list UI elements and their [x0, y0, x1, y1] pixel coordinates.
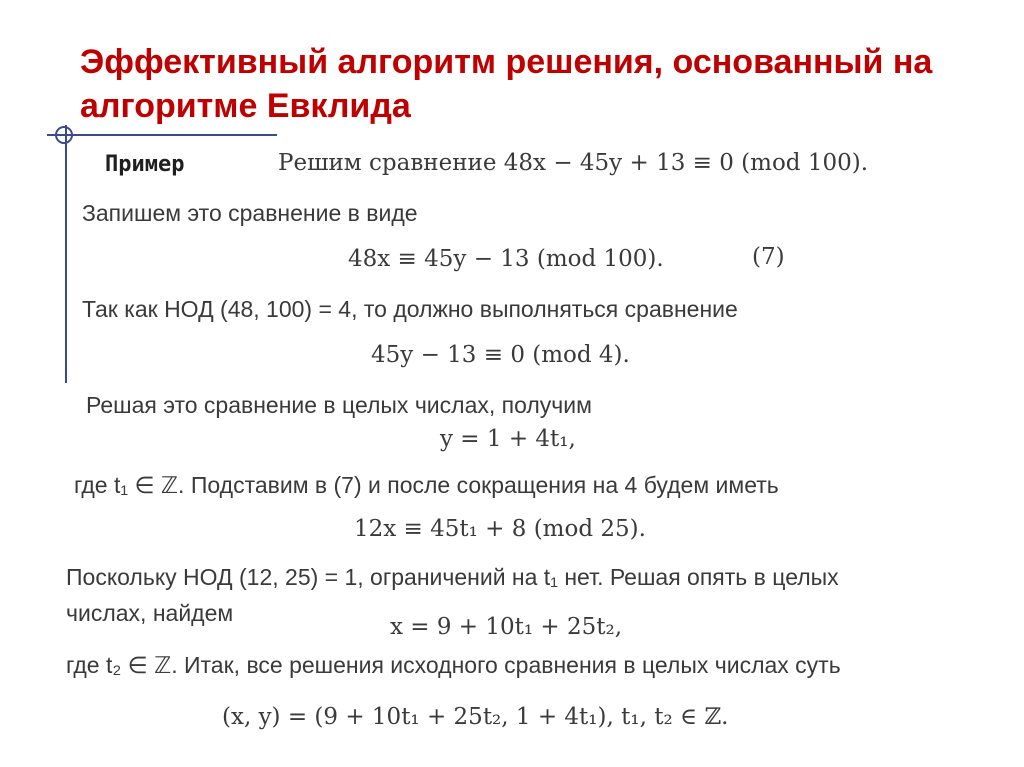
decorative-vertical-line: [65, 125, 67, 383]
formula-7: 48x ≡ 45y − 13 (mod 100).: [348, 246, 664, 272]
text-line-2: Запишем это сравнение в виде: [82, 200, 418, 226]
text-line-3: Так как НОД (48, 100) = 4, то должно выполняться сравнение: [82, 296, 738, 322]
text-line-5: где t₁ ∈ ℤ. Подставим в (7) и после сокращения на 4 будем иметь: [74, 472, 779, 498]
formula-mod4: 45y − 13 ≡ 0 (mod 4).: [371, 342, 630, 368]
formula-mod25: 12x ≡ 45t₁ + 8 (mod 25).: [354, 516, 646, 542]
equation-number-7: (7): [752, 244, 785, 270]
formula-x: x = 9 + 10t₁ + 25t₂,: [390, 614, 623, 640]
decorative-horizontal-line: [47, 134, 277, 136]
example-label: Пример: [105, 152, 185, 177]
slide-title: Эффективный алгоритм решения, основанный на алгоритме Евклида: [80, 43, 933, 125]
text-line-6: Поскольку НОД (12, 25) = 1, ограничений на t₁ нет. Решая опять в целых: [66, 564, 839, 590]
formula-solution: (x, y) = (9 + 10t₁ + 25t₂, 1 + 4t₁), t₁, t₂ ∈ ℤ.: [222, 704, 729, 730]
text-line-8: где t₂ ∈ ℤ. Итак, все решения исходного сравнения в целых числах суть: [66, 652, 841, 678]
text-line-7: числах, найдем: [66, 600, 234, 626]
text-line-4: Решая это сравнение в целых числах, получим: [86, 392, 592, 418]
formula-y: y = 1 + 4t₁,: [440, 426, 576, 452]
text-line-1: Решим сравнение 48x − 45y + 13 ≡ 0 (mod 100).: [278, 150, 869, 176]
decorative-circle: [55, 126, 73, 144]
